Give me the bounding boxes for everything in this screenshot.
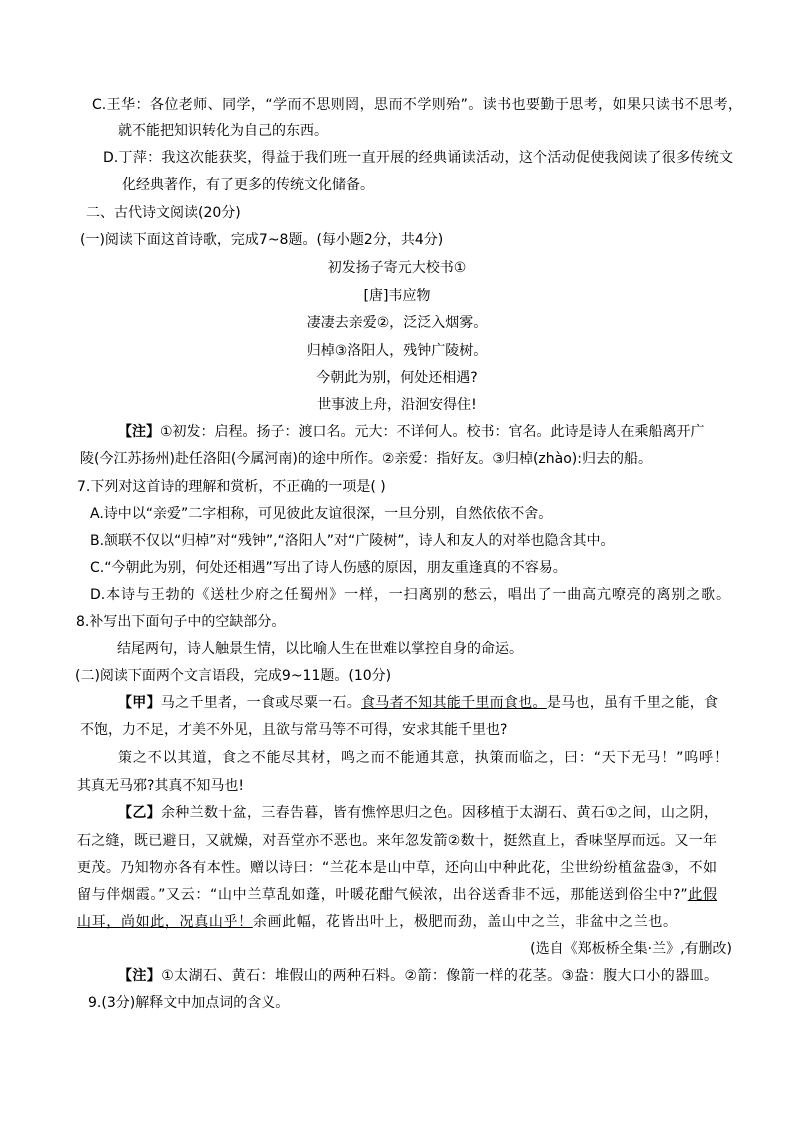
text-segment: D.本诗与王勃的《送杜少府之任蜀州》一样，一扫离别的愁云，唱出了一曲高亢嘹亮的离别之歌。	[90, 587, 730, 603]
poem-line-1	[0, 313, 794, 333]
yi-4	[77, 885, 717, 905]
yi-source	[530, 939, 732, 959]
yi-3	[77, 858, 717, 878]
jia-4	[77, 776, 244, 796]
text-segment: 石之缝，既已避日，又就燥，对吾堂亦不恶也。来年忽发箭②数十，挺然直上，香味坚厚而远。又一年	[77, 833, 717, 849]
text-segment: 余画此幅，花皆出叶上，极肥而劲，盖山中之兰，非盆中之兰也。	[252, 914, 678, 930]
section-2-heading	[86, 203, 241, 223]
opt-d-1	[103, 148, 733, 168]
text-segment: 不饱，力不足，才美不外见，且欲与常马等不可得，安求其能千里也?	[80, 722, 508, 738]
part-1-heading	[80, 230, 443, 250]
text-segment: 7.下列对这首诗的理解和赏析，不正确的一项是( )	[77, 479, 386, 495]
text-segment: 结尾两句，诗人触景生情，以比喻人生在世难以掌控自身的命运。	[117, 641, 523, 657]
text-segment: A.诗中以“亲爱”二字相称，可见彼此友谊很深，一旦分别，自然依依不舍。	[90, 506, 553, 522]
note-marker: 【甲】	[118, 695, 161, 711]
underlined-text: 山耳，尚如此，况真山乎！	[77, 914, 253, 930]
q7-a	[90, 504, 552, 524]
opt-c-1	[92, 95, 742, 115]
q7-b	[90, 531, 615, 551]
text-segment: 陵(今江苏扬州)赴任洛阳(今属河南)的途中所作。②亲爱：指好友。③归棹(zhào):归去的船。	[80, 451, 652, 467]
text-segment: D.丁萍：我这次能获奖，得益于我们班一直开展的经典诵读活动，这个活动促使我阅读了很多传统文	[103, 150, 733, 166]
poem-note-1	[118, 422, 705, 442]
text-segment: 初发扬子寄元大校书①	[327, 260, 467, 276]
underlined-text: 此假	[687, 887, 718, 903]
q7	[77, 477, 386, 497]
text-segment: 留与伴烟霞。”又云：“山中兰草乱如蓬，叶暖花酣气候浓，出谷送香非不远，那能送到俗尘中?”	[77, 887, 688, 903]
part-2-heading	[75, 666, 391, 686]
note-marker: 【注】	[118, 968, 162, 984]
poem-title	[0, 258, 794, 278]
q7-d	[90, 585, 730, 605]
poem-line-4	[0, 395, 794, 415]
jia-3	[118, 748, 728, 768]
q9	[88, 993, 289, 1013]
text-segment: 世事波上舟，沿洄安得住!	[317, 397, 477, 413]
poem-note-2	[80, 449, 652, 469]
opt-c-2	[118, 121, 328, 141]
text-segment: 8.补写出下面句子中的空缺部分。	[76, 614, 286, 630]
text-segment: 马之千里者，一食或尽粟一石。	[160, 695, 361, 711]
text-segment: 9.(3分)解释文中加点词的含义。	[88, 995, 290, 1011]
text-segment: C.王华：各位老师、同学，“学而不思则罔，思而不学则殆”。读书也要勤于思考，如果只读书不思考，	[92, 97, 742, 113]
yi-5	[77, 912, 677, 932]
text-segment: 策之不以其道，食之不能尽其材，鸣之而不能通其意，执策而临之，曰：“天下无马！”呜呼！	[118, 750, 728, 766]
text-segment: ①太湖石、黄石：堆假山的两种石料。②箭：像箭一样的花茎。③盎：腹大口小的器皿。	[161, 968, 719, 984]
note-marker: 【注】	[118, 424, 160, 440]
text-segment: 其真无马邪?其真不知马也!	[77, 778, 245, 794]
yi-2	[77, 831, 717, 851]
text-segment: (一)阅读下面这首诗歌，完成7~8题。(每小题2分，共4分)	[80, 232, 444, 248]
text-segment: ①初发：启程。扬子：渡口名。元大：不详何人。校书：官名。此诗是诗人在乘船离开广	[160, 424, 705, 440]
text-segment: 今朝此为别，何处还相遇?	[316, 370, 478, 386]
text-segment: 化经典著作，有了更多的传统文化储备。	[122, 177, 374, 193]
text-segment: 余种兰数十盆，三春告暮，皆有憔悴思归之色。因移植于太湖石、黄石①之间，山之阴，	[160, 805, 718, 821]
text-segment: 二、古代诗文阅读(20分)	[86, 205, 241, 221]
text-segment: (二)阅读下面两个文言语段，完成9~11题。(10分)	[75, 668, 392, 684]
q8-text	[117, 639, 523, 659]
poem-author	[0, 286, 794, 306]
jia-1	[118, 693, 718, 713]
note-marker: 【乙】	[118, 805, 161, 821]
text-segment: 更茂。乃知物亦各有本性。赠以诗曰：“兰花本是山中草，还向山中种此花，尘世纷纷植盆盎③，不如	[77, 860, 717, 876]
text-segment: 就不能把知识转化为自己的东西。	[118, 123, 328, 139]
q8	[76, 612, 285, 632]
text-segment: 凄凄去亲爱②，泛泛入烟雾。	[306, 315, 488, 331]
text-segment: [唐]韦应物	[363, 288, 431, 304]
text-segment: B.颔联不仅以“归棹”对“残钟”,“洛阳人”对“广陵树”，诗人和友人的对举也隐含其中。	[90, 533, 615, 549]
underlined-text: 食马者不知其能千里而食也。	[361, 695, 547, 711]
opt-d-2	[122, 175, 374, 195]
text-segment: C.“今朝此为别，何处还相遇”写出了诗人伤感的原因，朋友重逢真的不容易。	[90, 560, 567, 576]
q7-c	[90, 558, 567, 578]
text-segment: (选自《郑板桥全集·兰》,有删改)	[530, 941, 732, 957]
jia-2	[80, 720, 507, 740]
poem-line-2	[0, 341, 794, 361]
text-segment: 是马也，虽有千里之能，食	[546, 695, 719, 711]
yi-1	[118, 803, 718, 823]
yi-note	[118, 966, 718, 986]
text-segment: 归棹③洛阳人，残钟广陵树。	[306, 343, 488, 359]
poem-line-3	[0, 368, 794, 388]
